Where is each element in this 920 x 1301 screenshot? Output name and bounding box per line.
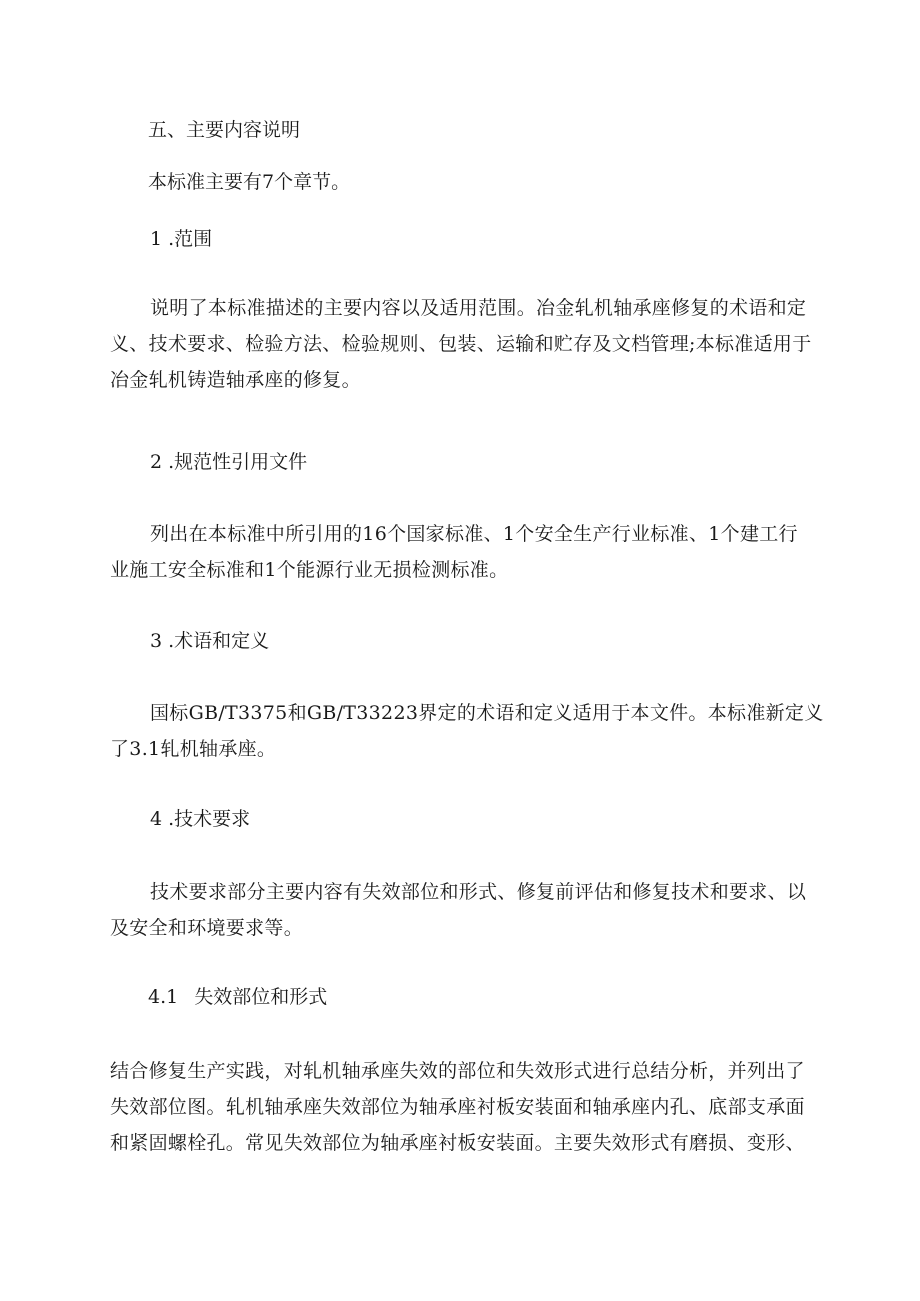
paragraph-line: 列出在本标准中所引用的16个国家标准、1个安全生产行业标准、1个建工行 — [150, 523, 798, 545]
chapter-paragraph — [110, 516, 835, 588]
paragraph-line: 失效部位图。轧机轴承座失效部位为轴承座衬板安装面和轴承座内孔、底部支承面 — [110, 1096, 805, 1118]
chapter-title: 3 .术语和定义 — [150, 630, 270, 652]
paragraph-line: 义、技术要求、检验方法、检验规则、包装、运输和贮存及文档管理;本标准适用于 — [110, 333, 812, 355]
paragraph-line: 说明了本标准描述的主要内容以及适用范围。冶金轧机轴承座修复的术语和定 — [150, 297, 807, 319]
paragraph-line: 冶金轧机铸造轴承座的修复。 — [110, 369, 361, 391]
chapter-paragraph — [110, 695, 835, 767]
chapter-paragraph — [110, 874, 835, 946]
paragraph-line: 了3.1轧机轴承座。 — [110, 738, 277, 760]
chapter-title: 4 .技术要求 — [150, 808, 251, 830]
subsection-title: 4.1 失效部位和形式 — [148, 986, 328, 1008]
paragraph-line: 技术要求部分主要内容有失效部位和形式、修复前评估和修复技术和要求、以 — [150, 881, 807, 903]
chapter-title: 2 .规范性引用文件 — [150, 451, 308, 473]
paragraph-line: 结合修复生产实践，对轧机轴承座失效的部位和失效形式进行总结分析，并列出了 — [110, 1060, 805, 1082]
section-intro: 本标准主要有7个章节。 — [148, 171, 351, 193]
section-heading: 五、主要内容说明 — [148, 119, 301, 141]
paragraph-line: 和紧固螺栓孔。常见失效部位为轴承座衬板安装面。主要失效形式有磨损、变形、 — [110, 1132, 805, 1154]
paragraph-line: 及安全和环境要求等。 — [110, 917, 304, 939]
subsection-paragraph — [110, 1053, 835, 1161]
chapter-paragraph — [110, 290, 835, 398]
paragraph-line: 国标GB/T3375和GB/T33223界定的术语和定义适用于本文件。本标准新定义 — [150, 702, 824, 724]
chapter-title: 1 .范围 — [150, 228, 213, 250]
paragraph-line: 业施工安全标准和1个能源行业无损检测标准。 — [110, 559, 509, 581]
